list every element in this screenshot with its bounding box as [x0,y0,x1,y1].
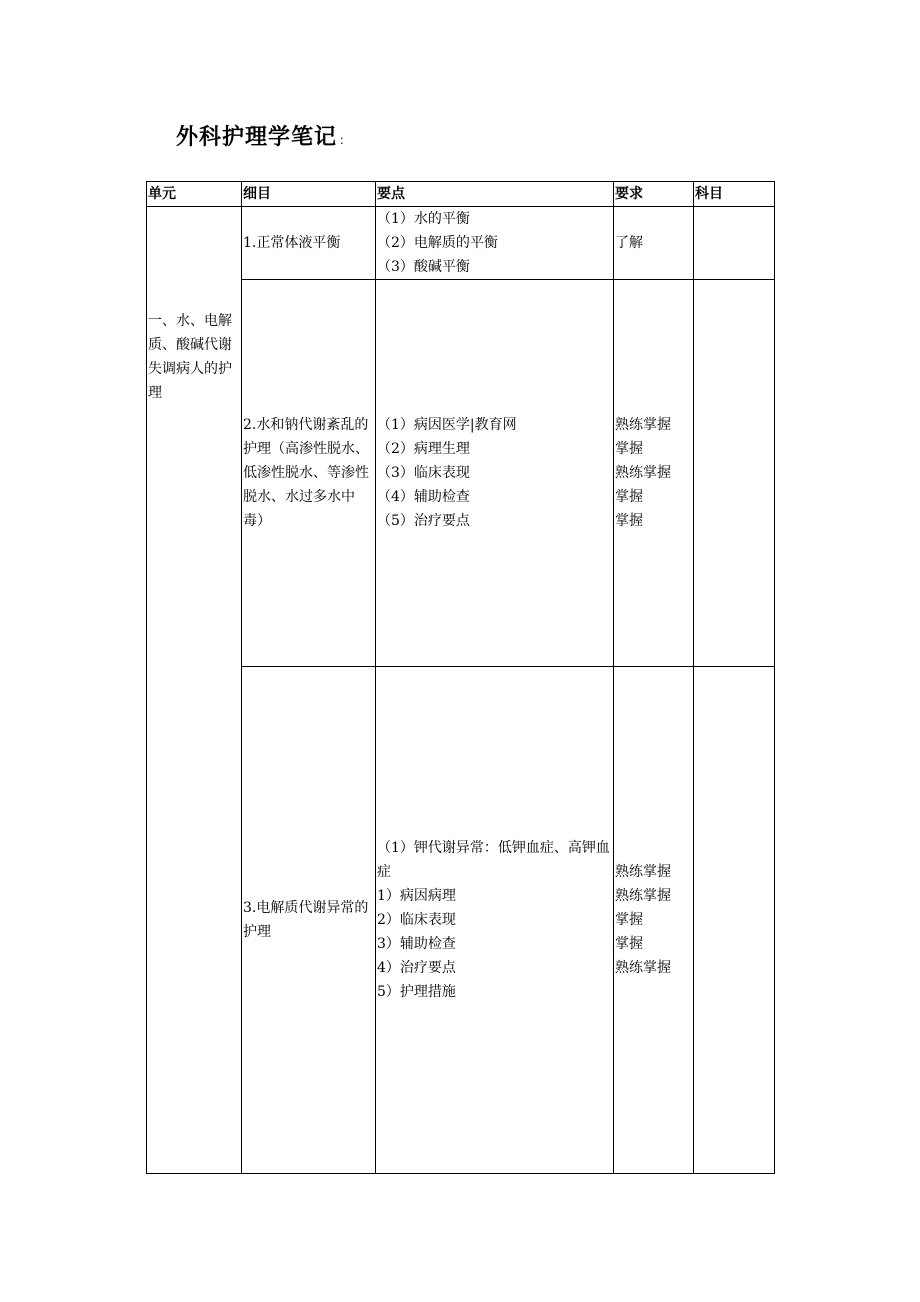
table-row [147,280,775,667]
point-item: （3）酸碱平衡 [377,259,470,275]
detail-cell [242,207,376,280]
page-title [176,120,352,151]
subject-cell [694,207,775,280]
title-colon: ： [339,133,353,147]
header-detail: 细目 [242,182,376,207]
requirement-item: 熟练掌握 [615,465,671,481]
requirement-item: 熟练掌握 [615,864,671,880]
unit-cell [147,207,242,1174]
header-subject: 科目 [694,182,775,207]
requirement-item: 熟练掌握 [615,960,671,976]
syllabus-table [146,181,775,1174]
subject-cell [694,667,775,1174]
point-item: 5）护理措施 [377,984,456,1000]
requirement-item: 掌握 [615,489,643,505]
points-cell [376,280,614,667]
point-item: 4）治疗要点 [377,960,456,976]
requirement-item: 掌握 [615,441,643,457]
point-item: 1）病因病理 [377,888,456,904]
point-item: （2）电解质的平衡 [377,235,498,251]
table-row [147,667,775,1174]
header-requirement: 要求 [614,182,694,207]
header-points: 要点 [376,182,614,207]
requirement-item: 掌握 [615,513,643,529]
point-item: 2）临床表现 [377,912,456,928]
title-text: 外科护理学笔记 [176,124,338,150]
requirement-item: 熟练掌握 [615,417,671,433]
detail-text: 3.电解质代谢异常的护理 [243,900,369,940]
requirement-item: 掌握 [615,912,643,928]
point-item: （1）病因医学|教育网 [377,417,517,433]
detail-cell [242,667,376,1174]
detail-text: 2.水和钠代谢紊乱的护理（高渗性脱水、低渗性脱水、等渗性脱水、水过多水中毒） [243,417,369,529]
requirement-item: 熟练掌握 [615,888,671,904]
requirement-cell [614,207,694,280]
requirement-cell [614,280,694,667]
points-cell [376,667,614,1174]
requirement-item: 了解 [615,235,643,251]
requirement-item: 掌握 [615,936,643,952]
point-item: （1）水的平衡 [377,211,470,227]
point-item: 3）辅助检查 [377,936,456,952]
point-item: （3）临床表现 [377,465,470,481]
requirement-cell [614,667,694,1174]
detail-text: 1.正常体液平衡 [243,235,341,251]
point-item: （5）治疗要点 [377,513,470,529]
points-heading: （1）钾代谢异常：低钾血症、高钾血症 [377,840,610,880]
table-row [147,207,775,280]
point-item: （4）辅助检查 [377,489,470,505]
header-unit: 单元 [147,182,242,207]
header-row [147,182,775,207]
detail-cell [242,280,376,667]
unit-text: 一、水、电解质、酸碱代谢失调病人的护理 [148,313,232,401]
subject-cell [694,280,775,667]
points-cell [376,207,614,280]
point-item: （2）病理生理 [377,441,470,457]
